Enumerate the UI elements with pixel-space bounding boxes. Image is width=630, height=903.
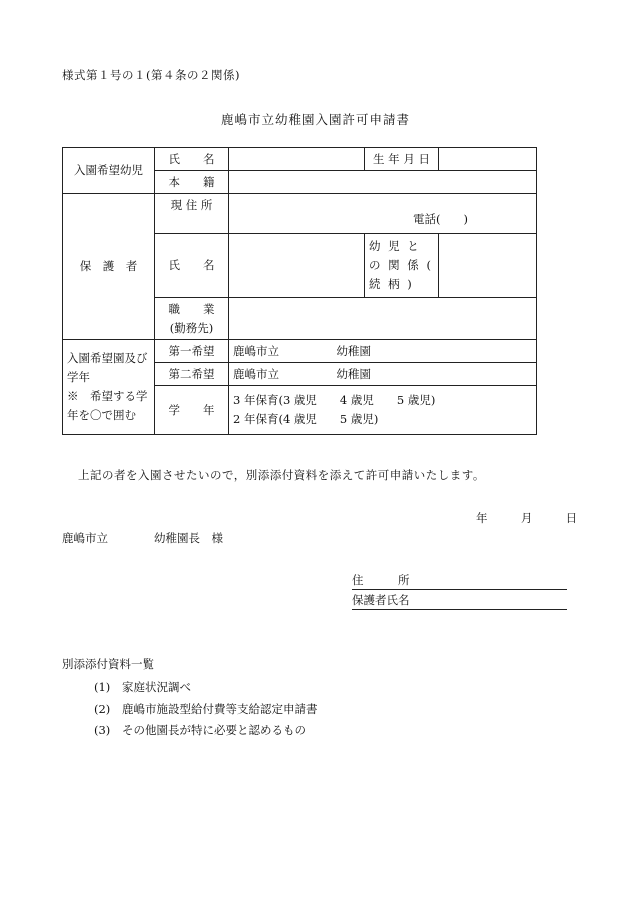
- application-form-table: [62, 147, 537, 435]
- attachment-item: [94, 722, 306, 738]
- guardian-name-label: 氏 名: [155, 234, 229, 298]
- birthdate-field[interactable]: [439, 148, 537, 171]
- guardian-name-field[interactable]: [229, 234, 365, 298]
- attachments-heading: 別添添付資料一覧: [62, 657, 154, 671]
- phone-label: 電話( ): [413, 212, 468, 226]
- date-year: 年: [476, 511, 488, 525]
- guardian-section-label: 保 護 者: [63, 194, 155, 340]
- second-choice-label: 第二希望: [155, 363, 229, 386]
- attachment-number: (3): [94, 723, 111, 737]
- child-name-label: 氏 名: [155, 148, 229, 171]
- occupation-label: 職 業 (勤務先): [155, 298, 229, 340]
- relationship-label: 幼 児 と の 関 係 ( 続 柄 ): [365, 234, 439, 298]
- signature-address-line[interactable]: [352, 572, 567, 590]
- attachment-text: 家庭状況調べ: [122, 680, 191, 694]
- first-choice-value[interactable]: 鹿嶋市立 幼稚園: [229, 340, 537, 363]
- domicile-field[interactable]: [229, 171, 537, 194]
- occupation-field[interactable]: [229, 298, 537, 340]
- birthdate-label: 生 年 月 日: [365, 148, 439, 171]
- address-field[interactable]: [229, 194, 537, 234]
- date-day: 日: [565, 511, 578, 525]
- second-choice-value[interactable]: 鹿嶋市立 幼稚園: [229, 363, 537, 386]
- attachment-item: [94, 679, 191, 695]
- grade-label: 学 年: [155, 386, 229, 435]
- attachment-text: その他園長が特に必要と認めるもの: [122, 723, 306, 737]
- attachment-text: 鹿嶋市施設型給付費等支給認定申請書: [122, 702, 318, 716]
- grade-option-3year[interactable]: 3 年保育(3 歳児 4 歳児 5 歳児): [233, 393, 436, 407]
- document-title: 鹿嶋市立幼稚園入園許可申請書: [221, 112, 411, 127]
- child-section-label: 入園希望幼児: [63, 148, 155, 194]
- domicile-label: 本 籍: [155, 171, 229, 194]
- attachment-number: (2): [94, 702, 111, 716]
- attachment-number: (1): [94, 680, 111, 694]
- enroll-section-label: 入園希望園及び学年 ※ 希望する学年を〇で囲む: [63, 340, 155, 435]
- signature-name-line[interactable]: [352, 592, 567, 610]
- addressee: 鹿嶋市立 幼稚園長 様: [62, 531, 223, 545]
- first-choice-label: 第一希望: [155, 340, 229, 363]
- date-month: 月: [520, 511, 533, 525]
- signature-name-label: 保護者氏名: [352, 593, 410, 607]
- request-sentence: 上記の者を入園させたいので，別添添付資料を添えて許可申請いたします。: [78, 468, 485, 482]
- grade-option-2year[interactable]: 2 年保育(4 歳児 5 歳児): [233, 412, 379, 426]
- address-label: 現 住 所: [155, 194, 229, 234]
- child-name-field[interactable]: [229, 148, 365, 171]
- attachment-item: [94, 701, 318, 717]
- signature-address-label: 住 所: [352, 573, 410, 587]
- date-line: [476, 510, 577, 526]
- relationship-field[interactable]: [439, 234, 537, 298]
- form-number: 様式第１号の１(第４条の２関係): [62, 68, 240, 82]
- grade-options[interactable]: [229, 386, 537, 435]
